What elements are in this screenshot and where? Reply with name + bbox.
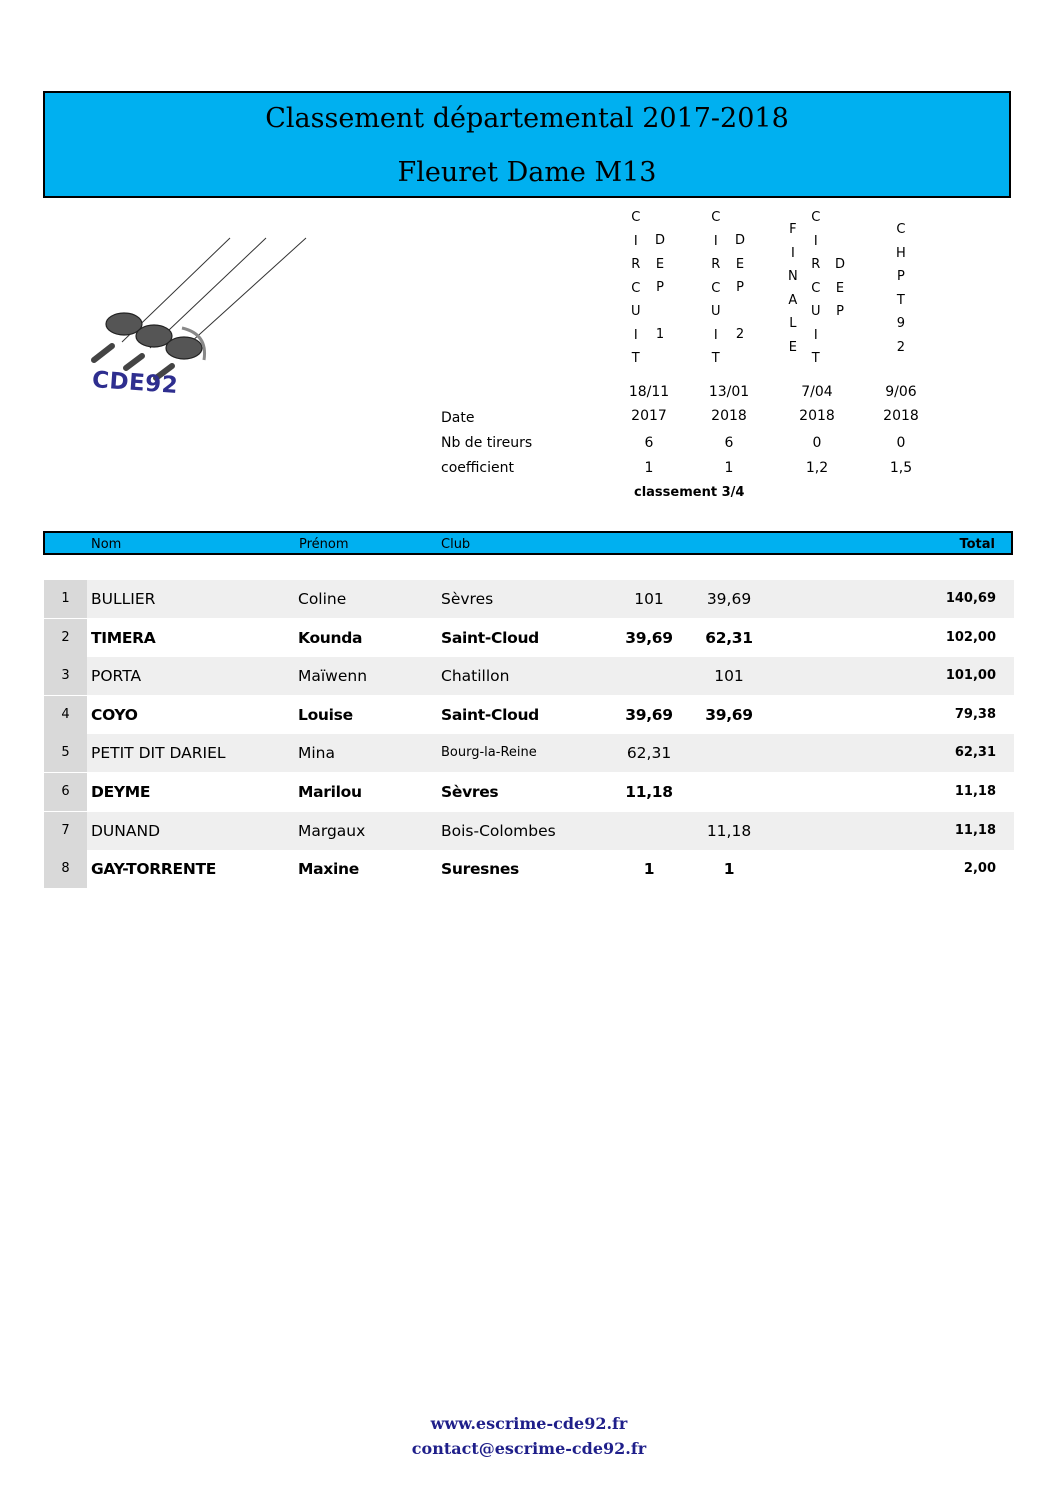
prenom-cell: Marilou	[298, 783, 362, 801]
event-2-points: 39,69	[705, 705, 753, 724]
event-3-coefficient: 1,2	[805, 460, 829, 476]
vertical-letter: L	[789, 316, 797, 331]
vertical-letter: T	[811, 351, 820, 366]
vertical-letter: I	[633, 233, 638, 249]
vertical-letter: I	[713, 233, 718, 249]
event-2-name	[711, 206, 721, 371]
vertical-letter: I	[790, 245, 795, 261]
rank-cell: 5	[44, 734, 87, 772]
rank-cell: 4	[44, 696, 87, 734]
vertical-letter: A	[788, 292, 798, 308]
header-club: Club	[441, 537, 471, 552]
event-2-points: 101	[714, 667, 744, 686]
event-1-points: 39,69	[625, 705, 673, 724]
vertical-letter: P	[656, 280, 664, 295]
nom-cell: PETIT DIT DARIEL	[91, 744, 226, 763]
event-1-points: 1	[643, 860, 655, 879]
event-1-points: 11,18	[625, 783, 673, 801]
event-4-date-day: 9/06	[885, 384, 917, 400]
vertical-letter: R	[811, 257, 821, 272]
event-2-points: 62,31	[705, 628, 753, 647]
table-row	[44, 619, 1014, 657]
club-cell: Saint-Cloud	[441, 628, 539, 647]
prenom-cell: Mina	[298, 744, 336, 763]
club-cell: Bourg-la-Reine	[441, 745, 537, 761]
vertical-letter: E	[655, 256, 665, 272]
nom-cell: DEYME	[91, 783, 151, 801]
club-cell: Bois-Colombes	[441, 821, 556, 840]
rank-cell: 8	[44, 850, 87, 888]
club-cell: Sèvres	[441, 590, 494, 608]
rank-cell: 7	[44, 812, 87, 850]
rank-cell: 2	[44, 619, 87, 657]
table-row	[44, 850, 1014, 888]
event-3-date-day: 7/04	[801, 384, 833, 400]
event-4-coefficient: 1,5	[889, 460, 913, 476]
event-2-date-year: 2018	[711, 408, 747, 424]
header-nom: Nom	[91, 537, 122, 552]
nom-cell: TIMERA	[91, 628, 156, 647]
rank-cell: 1	[44, 580, 87, 618]
table-row	[44, 696, 1014, 734]
vertical-letter: E	[788, 339, 797, 355]
vertical-letter: C	[811, 280, 821, 296]
event-1-points: 39,69	[625, 628, 673, 647]
total-cell: 140,69	[945, 591, 996, 606]
vertical-letter: 2	[735, 327, 745, 342]
event-2-coefficient: 1	[724, 460, 734, 476]
table-row	[44, 580, 1014, 618]
nom-cell: GAY-TORRENTE	[91, 860, 217, 879]
event-1-points: 62,31	[626, 744, 672, 763]
page-title: Classement départemental 2017-2018	[265, 103, 789, 134]
vertical-letter: I	[813, 327, 818, 343]
event-2-date-day: 13/01	[708, 384, 750, 400]
vertical-letter: P	[736, 280, 744, 295]
event-3-name	[788, 218, 798, 359]
total-cell: 101,00	[945, 668, 996, 684]
club-cell: Sèvres	[441, 783, 499, 801]
tireurs-label: Nb de tireurs	[441, 435, 533, 451]
vertical-letter: D	[835, 257, 846, 272]
table-row	[44, 657, 1014, 695]
total-cell: 2,00	[963, 861, 996, 877]
event-4-name	[896, 218, 906, 359]
club-cell: Saint-Cloud	[441, 705, 539, 724]
total-cell: 62,31	[954, 745, 996, 761]
event-1-points: 101	[634, 590, 664, 608]
event-2-points: 11,18	[706, 821, 752, 840]
vertical-letter: R	[711, 257, 721, 272]
nom-cell: COYO	[91, 705, 138, 724]
coefficient-label: coefficient	[441, 460, 514, 476]
vertical-letter: C	[896, 222, 906, 237]
classement-note: classement 3/4	[634, 485, 745, 500]
nom-cell: DUNAND	[91, 821, 161, 840]
vertical-letter: U	[631, 304, 641, 319]
table-row	[44, 734, 1014, 772]
event-1-tireurs: 6	[644, 435, 654, 451]
prenom-cell: Margaux	[298, 821, 366, 840]
vertical-letter: D	[655, 233, 666, 248]
vertical-letter: I	[813, 233, 818, 249]
prenom-cell: Louise	[298, 705, 353, 724]
footer-email[interactable]: contact@escrime-cde92.fr	[411, 1439, 647, 1458]
vertical-letter: U	[811, 304, 821, 319]
event-3-date-year: 2018	[799, 408, 835, 424]
rank-cell: 3	[44, 657, 87, 695]
total-cell: 11,18	[954, 822, 996, 838]
table-header	[43, 531, 1013, 555]
event-2-sub	[735, 229, 745, 347]
vertical-letter: C	[711, 210, 721, 225]
vertical-letter: 1	[655, 327, 665, 342]
vertical-letter: C	[711, 280, 721, 296]
vertical-letter: I	[633, 327, 638, 343]
event-4-date-year: 2018	[883, 408, 919, 424]
event-1-date-day: 18/11	[628, 384, 670, 400]
vertical-letter: D	[735, 233, 746, 248]
event-2-tireurs: 6	[724, 435, 734, 451]
vertical-letter: 9	[896, 316, 906, 331]
vertical-letter: T	[631, 351, 640, 366]
nom-cell: PORTA	[91, 667, 142, 686]
table-row	[44, 812, 1014, 850]
event-1-coefficient: 1	[644, 460, 654, 476]
prenom-cell: Maïwenn	[298, 667, 368, 686]
vertical-letter: T	[896, 292, 905, 308]
prenom-cell: Kounda	[298, 628, 363, 647]
title-banner	[43, 91, 1011, 198]
vertical-letter: C	[811, 210, 821, 225]
vertical-letter: P	[896, 269, 905, 284]
event-1-sub	[655, 229, 665, 347]
header-total: Total	[959, 537, 995, 552]
date-label: Date	[441, 410, 475, 426]
event-2-points: 1	[723, 860, 735, 879]
nom-cell: BULLIER	[91, 590, 156, 608]
event-1-date-year: 2017	[631, 408, 667, 424]
total-cell: 11,18	[954, 784, 996, 799]
vertical-letter: I	[713, 327, 718, 343]
event-4-tireurs: 0	[896, 435, 906, 451]
header-prenom: Prénom	[299, 537, 349, 552]
vertical-letter: T	[711, 351, 720, 366]
vertical-letter: C	[631, 280, 641, 296]
event-3-tireurs: 0	[812, 435, 822, 451]
vertical-letter: N	[788, 269, 798, 284]
total-cell: 102,00	[945, 629, 996, 645]
prenom-cell: Maxine	[298, 860, 359, 879]
vertical-letter: F	[789, 222, 797, 237]
vertical-letter: H	[896, 245, 906, 261]
event-3-sub2	[835, 253, 845, 324]
vertical-letter: E	[735, 256, 745, 272]
event-3-sub	[811, 206, 821, 371]
footer-website[interactable]: www.escrime-cde92.fr	[430, 1414, 628, 1433]
vertical-letter: P	[836, 304, 844, 319]
page-subtitle: Fleuret Dame M13	[397, 157, 657, 188]
vertical-letter: 2	[896, 339, 906, 355]
club-cell: Chatillon	[441, 667, 510, 686]
vertical-letter: E	[835, 280, 845, 296]
rank-cell: 6	[44, 773, 87, 811]
event-2-points: 39,69	[706, 590, 752, 608]
total-cell: 79,38	[954, 706, 996, 722]
club-cell: Suresnes	[441, 860, 519, 879]
logo-text: CDE92	[91, 367, 180, 399]
event-1-name	[631, 206, 641, 371]
vertical-letter: U	[711, 304, 721, 319]
table-row	[44, 773, 1014, 811]
prenom-cell: Coline	[298, 590, 347, 608]
vertical-letter: C	[631, 210, 641, 225]
vertical-letter: R	[631, 257, 641, 272]
